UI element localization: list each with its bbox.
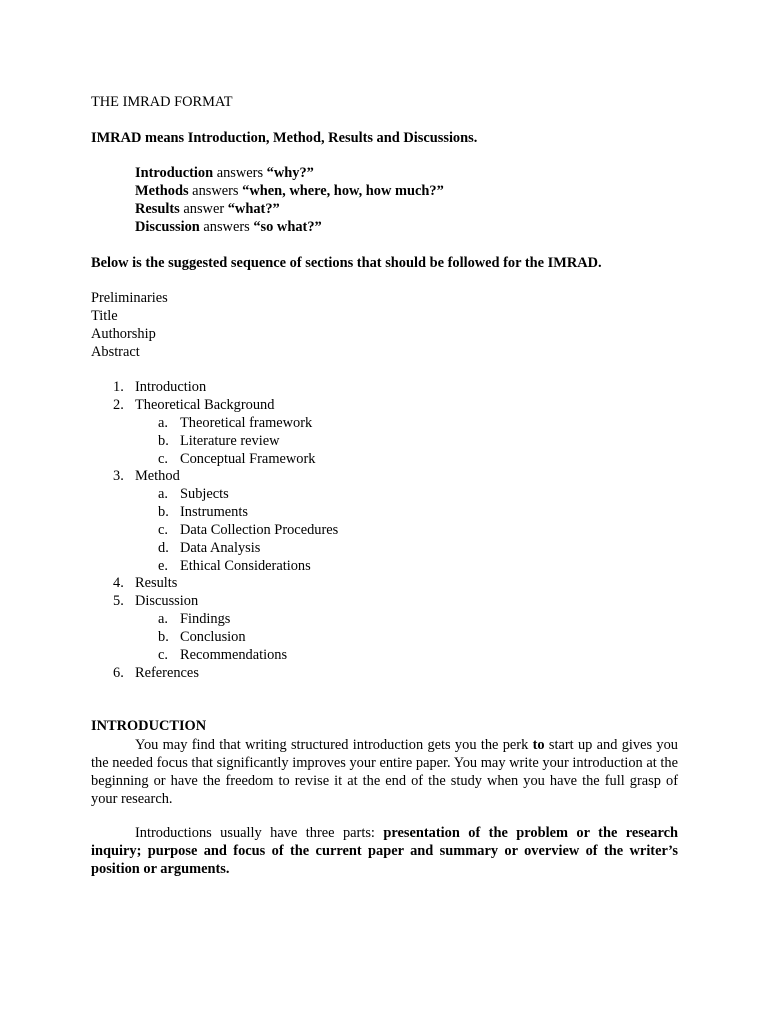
section-heading-introduction: INTRODUCTION [91,718,207,734]
preliminary-item: Preliminaries [91,290,168,306]
paragraph-bold-text: presentation of the problem or the research inquiry; purpose and focus of the current paper and summary or overview of the writer’s position or arguments. [91,825,678,877]
outline-letter: e. [158,558,168,574]
answer-term: Discussion [135,219,200,235]
outline-letter: a. [158,611,168,627]
preliminary-item: Abstract [91,344,140,360]
outline-letter: b. [158,433,169,449]
outline-letter: c. [158,522,168,538]
outline-number: 6. [113,665,124,681]
introduction-paragraph-2 [91,824,678,878]
answer-line-introduction [135,164,314,182]
answer-term: Methods [135,183,189,199]
answer-line-methods [135,182,444,200]
outline-item-method: Method [135,468,180,484]
outline-letter: d. [158,540,169,556]
outline-letter: b. [158,504,169,520]
answer-verb: answer [179,201,228,217]
outline-letter: c. [158,451,168,467]
outline-subitem: Literature review [180,433,280,449]
outline-subitem: Data Analysis [180,540,261,556]
outline-subitem: Instruments [180,504,248,520]
outline-item-discussion: Discussion [135,593,199,609]
outline-item-introduction: Introduction [135,379,207,395]
answer-question: “why?” [266,165,314,181]
outline-subitem: Data Collection Procedures [180,522,339,538]
outline-letter: a. [158,486,168,502]
paragraph-text: You may find that writing structured introduction gets you the perk [135,737,533,753]
introduction-paragraph-1 [91,736,678,808]
answer-verb: answers [188,183,243,199]
paragraph-text: Introductions usually have three parts: [135,825,384,841]
outline-item-results: Results [135,575,178,591]
sequence-heading: Below is the suggested sequence of sections that should be followed for the IMRAD. [91,255,602,271]
answer-verb: answers [213,165,267,181]
document-title: THE IMRAD FORMAT [91,94,233,110]
outline-number: 3. [113,468,124,484]
outline-number: 4. [113,575,124,591]
outline-letter: c. [158,647,168,663]
outline-item-theoretical-background: Theoretical Background [135,397,275,413]
outline-subitem: Subjects [180,486,229,502]
answer-line-discussion [135,218,322,236]
outline-subitem: Ethical Considerations [180,558,311,574]
paragraph-bold-text: to [532,737,545,753]
outline-subitem: Recommendations [180,647,288,663]
answer-question: “what?” [227,201,280,217]
outline-letter: b. [158,629,169,645]
preliminary-item: Title [91,308,118,324]
answer-question: “when, where, how, how much?” [242,183,444,199]
answer-term: Introduction [135,165,214,181]
outline-number: 5. [113,593,124,609]
paragraph-text: start up and gives you the needed focus that significantly improves your entire paper. You may write your introduction at the beginning or have the freedom to revise it at the end of the study when you have the full grasp of your research. [91,737,678,807]
answer-verb: answers [199,219,254,235]
outline-subitem: Conceptual Framework [180,451,316,467]
answer-line-results [135,200,280,218]
preliminary-item: Authorship [91,326,156,342]
outline-subitem: Findings [180,611,231,627]
answer-term: Results [135,201,180,217]
outline-number: 2. [113,397,124,413]
outline-subitem: Conclusion [180,629,246,645]
outline-number: 1. [113,379,124,395]
imrad-definition: IMRAD means Introduction, Method, Results and Discussions. [91,130,478,146]
answer-question: “so what?” [253,219,322,235]
outline-item-references: References [135,665,199,681]
outline-letter: a. [158,415,168,431]
outline-subitem: Theoretical framework [180,415,313,431]
